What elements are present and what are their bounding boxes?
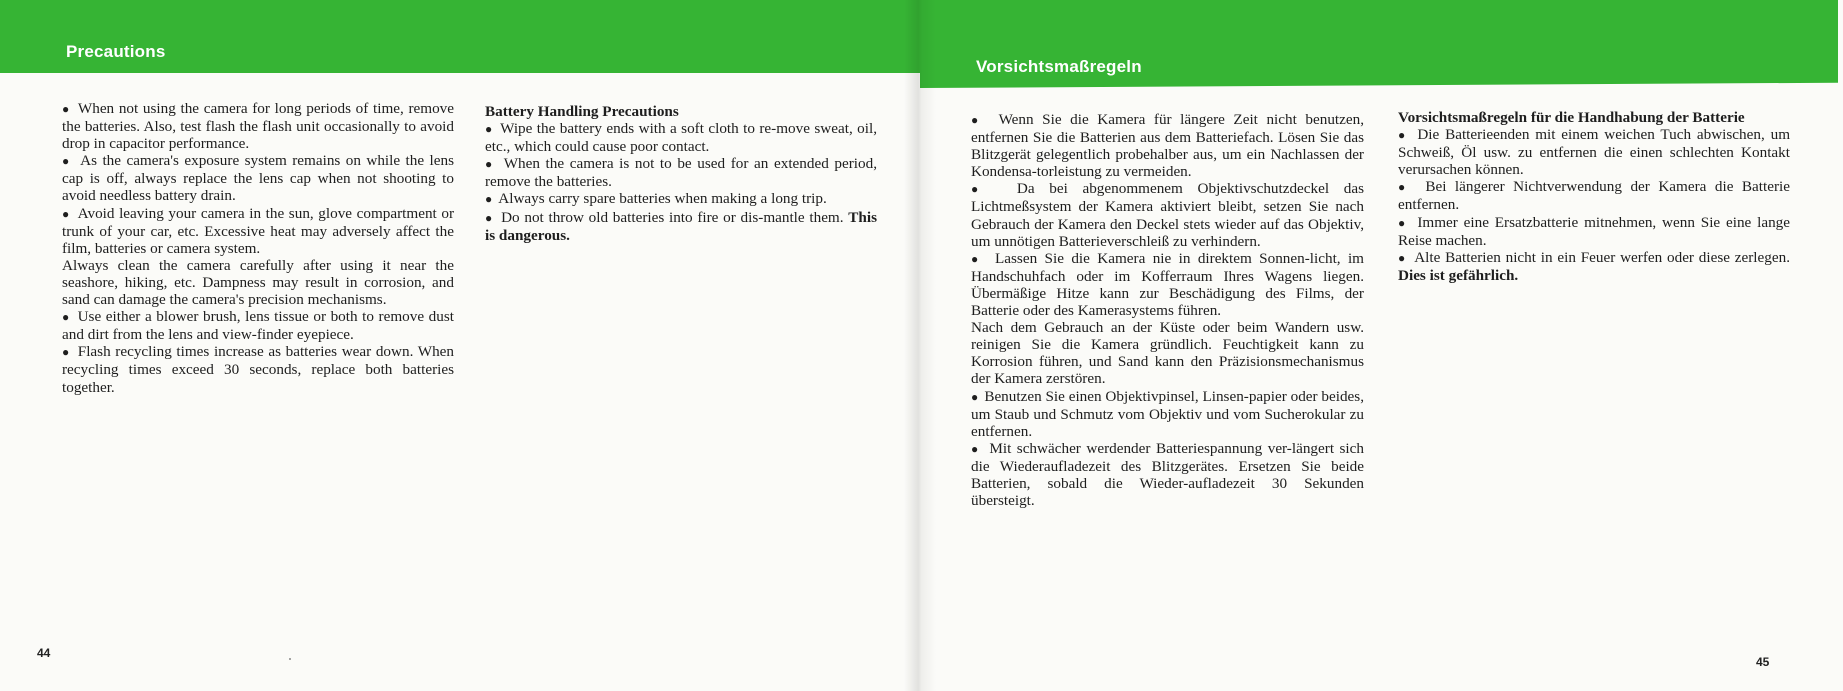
paragraph: Always clean the camera carefully after using it near the seashore, hiking, etc. Dampness may result in corrosion, and sand can damage the camera's precision mechanisms. bbox=[62, 256, 454, 309]
list-item bbox=[1398, 249, 1790, 284]
precautions-column bbox=[971, 111, 1364, 509]
list-item-text: Alte Batterien nicht in ein Feuer werfen oder diese zerlegen. bbox=[1414, 248, 1790, 266]
list-item: ● Lassen Sie die Kamera nie in direktem Sonnen-licht, im Handschuhfach oder im Kofferraum Ihres Wagens liegen. Übermäßige Hitze kann zur Beschädigung des Films, der Batterie oder des Kamerasystems führen. bbox=[971, 250, 1364, 319]
list-item: ● When the camera is not to be used for an extended period, remove the batteries. bbox=[485, 155, 877, 190]
header-band bbox=[0, 0, 920, 73]
page-title: Vorsichtsmaßregeln bbox=[976, 57, 1142, 76]
list-item: ● Die Batterieenden mit einem weichen Tuch abwischen, um Schweiß, Öl usw. zu entfernen die einen schlechten Kontakt verursachen können. bbox=[1398, 126, 1790, 178]
list-item: ● When not using the camera for long periods of time, remove the batteries. Also, test flash the flash unit occasionally to avoid drop in capacitor performance. bbox=[62, 100, 454, 152]
page-title: Precautions bbox=[66, 42, 166, 61]
section-heading: Battery Handling Precautions bbox=[485, 103, 679, 120]
page-number: 45 bbox=[1756, 655, 1770, 669]
section-heading: Vorsichtsmaßregeln für die Handhabung der Batterie bbox=[1398, 109, 1745, 126]
left-page bbox=[0, 0, 920, 691]
battery-precautions-column bbox=[1398, 109, 1790, 284]
list-item: ● Mit schwächer werdender Batteriespannung ver-längert sich die Wiederaufladezeit des Blitzgerätes. Ersetzen Sie beide Batterien, sobald die Wieder-aufladezeit 30 Sekunden übersteigt. bbox=[971, 440, 1364, 509]
list-item: ● Flash recycling times increase as batteries wear down. When recycling times exceed 30 seconds, replace both batteries together. bbox=[62, 343, 454, 395]
battery-precautions-column bbox=[485, 103, 877, 244]
list-item bbox=[485, 209, 877, 244]
list-item: ● Wenn Sie die Kamera für längere Zeit nicht benutzen, entfernen Sie die Batterien aus dem Batteriefach. Lösen Sie das Blitzgerät gelegentlich probehalber aus, um ein Nachlassen der Kondensa-torleistung zu vermeiden. bbox=[971, 111, 1364, 180]
list-item: ● Wipe the battery ends with a soft cloth to re-move sweat, oil, etc., which could cause poor contact. bbox=[485, 120, 877, 155]
list-item: ● Avoid leaving your camera in the sun, glove compartment or trunk of your car, etc. Excessive heat may adversely affect the film, batteries or camera system. bbox=[62, 205, 454, 257]
paragraph: Nach dem Gebrauch an der Küste oder beim Wandern usw. reinigen Sie die Kamera gründlich. Feuchtigkeit kann zu Korrosion führen, und Sand kann den Präzisionsmechanismus der Kamera zerstören. bbox=[971, 319, 1364, 388]
list-item: ● Bei längerer Nichtverwendung der Kamera die Batterie entfernen. bbox=[1398, 178, 1790, 213]
list-item: ● Da bei abgenommenem Objektivschutzdeckel das Lichtmeßsystem der Kamera aktiviert bleibt, setzen Sie nach Gebrauch der Kamera den Deckel stets wieder auf das Objektiv, um unnötigen Batterieverschleiß zu verhindern. bbox=[971, 180, 1364, 249]
list-item-text: Do not throw old batteries into fire or dis-mantle them. bbox=[501, 208, 849, 226]
list-item: ● Immer eine Ersatzbatterie mitnehmen, wenn Sie eine lange Reise machen. bbox=[1398, 214, 1790, 249]
warning-text: This is dangerous. bbox=[485, 208, 877, 244]
list-item: ● Use either a blower brush, lens tissue or both to remove dust and dirt from the lens and view-finder eyepiece. bbox=[62, 308, 454, 343]
list-item: ● Benutzen Sie einen Objektivpinsel, Linsen-papier oder beides, um Staub und Schmutz vom Objektiv und vom Sucherokular zu entfernen. bbox=[971, 388, 1364, 440]
page-number: 44 bbox=[37, 646, 51, 660]
list-item: ● As the camera's exposure system remains on while the lens cap is off, always replace the lens cap when not shooting to avoid needless battery drain. bbox=[62, 152, 454, 204]
right-page bbox=[920, 0, 1843, 691]
precautions-column bbox=[62, 100, 454, 396]
list-item: ● Always carry spare batteries when making a long trip. bbox=[485, 190, 877, 208]
paper-speck bbox=[289, 658, 291, 660]
warning-text: Dies ist gefährlich. bbox=[1398, 266, 1519, 284]
